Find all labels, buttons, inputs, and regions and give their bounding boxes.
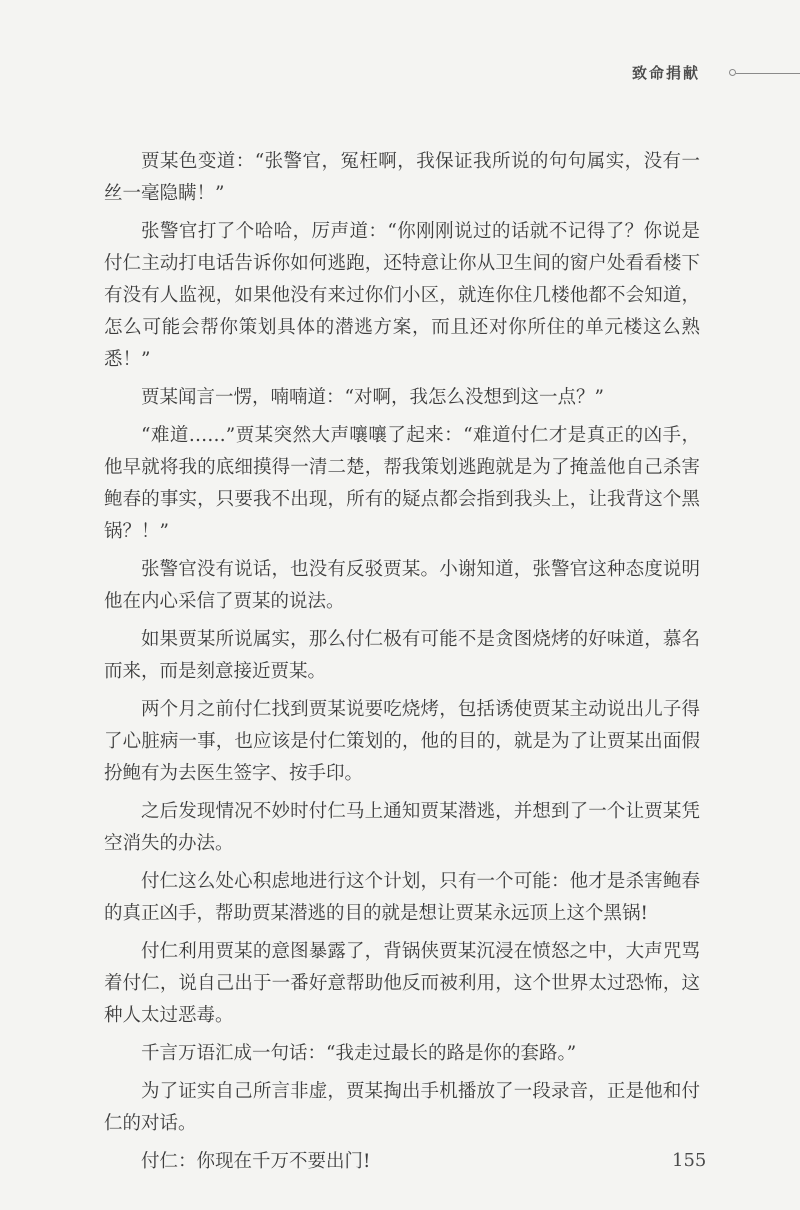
paragraph-9: 付仁这么处心积虑地进行这个计划，只有一个可能：他才是杀害鲍春的真正凶手，帮助贾某潜逃的目的就是想让贾某永远顶上这个黑锅! <box>104 871 700 924</box>
header-circle-ornament <box>729 69 736 76</box>
paragraph-12: 为了证实自己所言非虚，贾某掏出手机播放了一段录音，正是他和付仁的对话。 <box>104 1081 700 1134</box>
paragraph-7: 两个月之前付仁找到贾某说要吃烧烤，包括诱使贾某主动说出儿子得了心脏病一事，也应该是付仁策划的，他的目的，就是为了让贾某出面假扮鲍有为去医生签字、按手印。 <box>104 699 700 784</box>
paragraph-3: 贾某闻言一愣，喃喃道：“对啊，我怎么没想到这一点？” <box>141 387 604 408</box>
paragraph-10: 付仁利用贾某的意图暴露了，背锅侠贾某沉浸在愤怒之中，大声咒骂着付仁，说自己出于一番好意帮助他反而被利用，这个世界太过恐怖，这种人太过恶毒。 <box>104 941 700 1026</box>
paragraph-1: 贾某色变道：“张警官，冤枉啊，我保证我所说的句句属实，没有一丝一毫隐瞒！” <box>104 151 700 204</box>
paragraph-4: “难道……”贾某突然大声嚷嚷了起来：“难道付仁才是真正的凶手，他早就将我的底细摸得一清二楚，帮我策划逃跑就是为了掩盖他自己杀害鲍春的事实，只要我不出现，所有的疑点都会指到我头上，让我背这个黑锅？！” <box>104 425 700 542</box>
paragraph-11: 千言万语汇成一句话：“我走过最长的路是你的套路。” <box>141 1043 577 1064</box>
page-number: 155 <box>672 1150 707 1171</box>
book-title: 致命捐献 <box>631 64 700 82</box>
paragraph-5: 张警官没有说话，也没有反驳贾某。小谢知道，张警官这种态度说明他在内心采信了贾某的说法。 <box>104 559 700 612</box>
paragraph-8: 之后发现情况不妙时付仁马上通知贾某潜逃，并想到了一个让贾某凭空消失的办法。 <box>104 801 700 854</box>
paragraph-13: 付仁：你现在千万不要出门! <box>141 1151 371 1172</box>
paragraph-6: 如果贾某所说属实，那么付仁极有可能不是贪图烧烤的好味道，慕名而来，而是刻意接近贾某。 <box>104 629 700 682</box>
paragraph-2: 张警官打了个哈哈，厉声道：“你刚刚说过的话就不记得了？你说是付仁主动打电话告诉你如何逃跑，还特意让你从卫生间的窗户处看看楼下有没有人监视，如果他没有来过你们小区，就连你住几楼他都不会知道，怎么可能会帮你策划具体的潜逃方案，而且还对你所住的单元楼这么熟悉！” <box>104 221 700 370</box>
running-header <box>550 62 800 86</box>
header-rule-line <box>736 73 800 74</box>
body-text <box>104 146 700 1184</box>
